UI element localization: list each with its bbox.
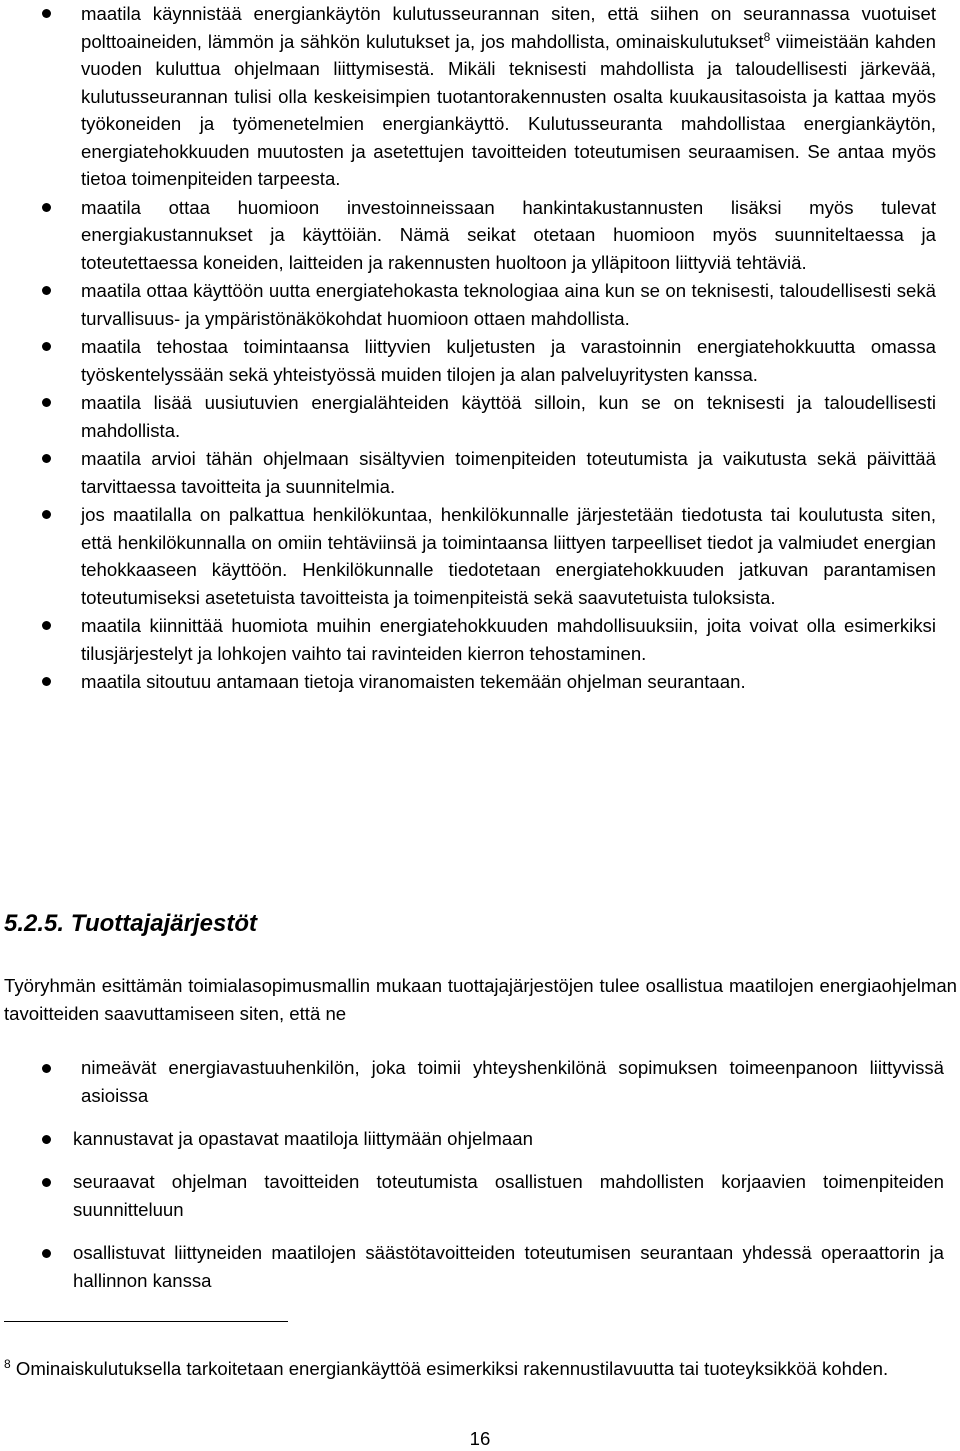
list-item bbox=[0, 333, 936, 388]
page-number: 16 bbox=[469, 1428, 491, 1449]
list-item bbox=[0, 1239, 944, 1295]
bullet-icon bbox=[42, 621, 51, 630]
list-item-text: maatila sitoutuu antamaan tietoja viranomaisten tekemään ohjelman seurantaan. bbox=[81, 671, 746, 692]
bullet-icon bbox=[42, 1178, 51, 1187]
section-heading: 5.2.5. Tuottajajärjestöt bbox=[4, 910, 257, 937]
footnote-divider bbox=[4, 1321, 288, 1322]
list-item bbox=[0, 445, 936, 500]
bullet-icon bbox=[42, 454, 51, 463]
list-item bbox=[0, 1125, 944, 1153]
bullet-icon bbox=[42, 398, 51, 407]
list-item bbox=[0, 0, 936, 193]
footnote-reference: 8 bbox=[763, 29, 771, 44]
list-item-text: osallistuvat liittyneiden maatilojen säästötavoitteiden toteutumisen seurantaan yhdessä operaattorin ja hallinnon kanssa bbox=[73, 1242, 944, 1291]
list-item bbox=[0, 1054, 944, 1110]
bullet-icon bbox=[42, 1135, 51, 1144]
footnote-text: Ominaiskulutuksella tarkoitetaan energiankäyttöä esimerkiksi rakennustilavuutta tai tuoteyksikköä kohden. bbox=[10, 1358, 889, 1379]
list-item-text-part: maatila käynnistää energiankäytön kulutusseurannan siten, että siihen on seurannassa vuotuiset polttoaineiden, lämmön ja sähkön kulutukset ja, jos mahdollista, ominaiskulutukset bbox=[81, 3, 936, 52]
intro-paragraph: Työryhmän esittämän toimialasopimusmallin mukaan tuottajajärjestöjen tulee osallistua maatilojen energiaohjelman tavoitteiden saavuttamiseen siten, että ne bbox=[4, 975, 957, 1024]
bullet-icon bbox=[42, 510, 51, 519]
list-item-text: maatila tehostaa toimintaansa liittyvien kuljetusten ja varastoinnin energiatehokkuutta omassa työskentelyssään sekä yhteistyössä muiden tilojen ja alan palveluyritysten kanssa. bbox=[81, 336, 936, 385]
list-item-text: nimeävät energiavastuuhenkilön, joka toimii yhteyshenkilönä sopimuksen toimeenpanoon liittyvissä asioissa bbox=[81, 1057, 944, 1106]
list-item-text-part: viimeistään kahden vuoden kuluttua ohjelmaan liittymisestä. Mikäli teknisesti mahdollista ja taloudellisesti järkevää, kulutusseurannan tulisi olla keskeisimpien tuotantorakennusten osalta kuukausitasoista ja kattaa myös työkoneiden ja työmenetelmien energiankäyttö. Kulutusseuranta mahdollistaa energiankäytön, energiatehokkuuden muutosten ja asetettujen tavoitteiden toteutumisen seuraamisen. Se antaa myös tietoa toimenpiteiden tarpeesta. bbox=[81, 30, 936, 189]
list-item-text: seuraavat ohjelman tavoitteiden toteutumista osallistuen mahdollisten korjaavien toimenpiteiden suunnitteluun bbox=[73, 1171, 944, 1220]
list-item bbox=[0, 389, 936, 444]
bullet-icon bbox=[42, 1064, 51, 1073]
producer-org-duties-list bbox=[0, 1054, 960, 1295]
footnote-marker: 8 bbox=[4, 1356, 11, 1371]
list-item-text: maatila arvioi tähän ohjelmaan sisältyvien toimenpiteiden toteutumista ja vaikutusta sekä päivittää tarvittaessa tavoitteita ja suunnitelmia. bbox=[81, 448, 936, 497]
list-item-text: jos maatilalla on palkattua henkilökuntaa, henkilökunnalle järjestetään tiedotusta tai koulutusta siten, että henkilökunnalla on omiin tehtäviinsä ja toimintaansa liittyen tarpeelliset tiedot ja valmiudet energian tehokkaaseen käyttöön. Henkilökunnalle tiedotetaan energiatehokkuuden jatkuvan parantamisen toteutumiseksi asetetuista tavoitteista ja toimenpiteistä sekä saavutetuista tuloksista. bbox=[81, 504, 936, 608]
footnote bbox=[4, 1355, 957, 1383]
list-item-text: maatila kiinnittää huomiota muihin energiatehokkuuden mahdollisuuksiin, joita voivat olla esimerkiksi tilusjärjestelyt ja lohkojen vaihto tai ravinteiden kierron tehostaminen. bbox=[81, 615, 936, 664]
list-item-text: maatila ottaa käyttöön uutta energiatehokasta teknologiaa aina kun se on teknisesti, taloudellisesti sekä turvallisuus- ja ympäristönäkökohdat huomioon ottaen mahdollista. bbox=[81, 280, 936, 329]
list-item-text: maatila lisää uusiutuvien energialähteiden käyttöä silloin, kun se on teknisesti ja taloudellisesti mahdollista. bbox=[81, 392, 936, 441]
bullet-icon bbox=[42, 342, 51, 351]
list-item-text: maatila ottaa huomioon investoinneissaan hankintakustannusten lisäksi myös tulevat energiakustannukset ja käyttöiän. Nämä seikat otetaan huomioon myös suunniteltaessa ja toteutettaessa koneiden, laitteiden ja rakennusten huoltoon ja ylläpitoon liittyviä tehtäviä. bbox=[81, 196, 936, 273]
list-item-text: kannustavat ja opastavat maatiloja liittymään ohjelmaan bbox=[73, 1128, 533, 1149]
list-item bbox=[0, 1168, 944, 1224]
bullet-icon bbox=[42, 677, 51, 686]
list-item bbox=[0, 501, 936, 611]
list-item bbox=[0, 277, 936, 332]
list-item bbox=[0, 612, 936, 667]
list-item bbox=[0, 194, 936, 277]
requirements-list bbox=[0, 0, 960, 696]
list-item bbox=[0, 668, 936, 696]
list-item-text bbox=[81, 0, 936, 193]
bullet-icon bbox=[42, 203, 51, 212]
bullet-icon bbox=[42, 1249, 51, 1258]
bullet-icon bbox=[42, 9, 51, 18]
bullet-icon bbox=[42, 286, 51, 295]
